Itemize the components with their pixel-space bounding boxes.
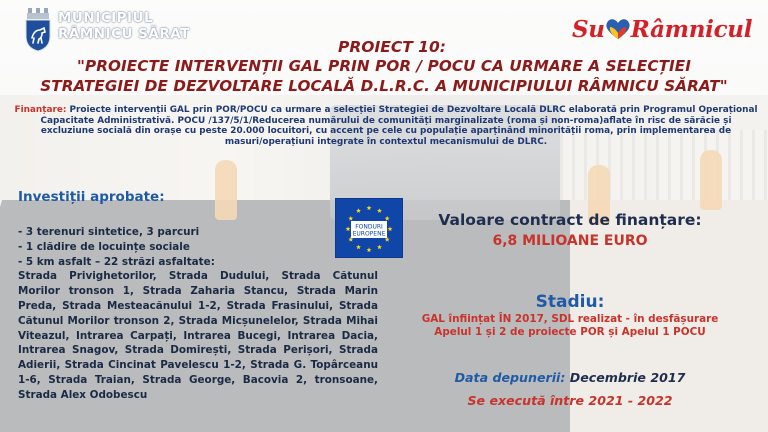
status-line2: Apelul 1 și 2 de proiecte POR și Apelul 1 POCU	[434, 326, 706, 338]
investment-item: - 3 terenuri sintetice, 3 parcuri	[18, 226, 200, 238]
submission-date	[400, 370, 740, 385]
city-name-line1: MUNICIPIUL	[58, 10, 154, 26]
financing-description	[14, 105, 758, 148]
contract-value-title: Valoare contract de finanțare:	[438, 211, 702, 229]
project-title-line2: STRATEGIEI DE DEZVOLTARE LOCALĂ D.L.R.C. A MUNICIPIULUI RÂMNICU SĂRAT"	[40, 77, 728, 95]
submission-label: Data depunerii:	[454, 370, 566, 385]
project-title-line1: "PROIECTE INTERVENȚII GAL PRIN POR / POCU CA URMARE A SELECȚIEI	[76, 57, 692, 75]
investment-item: - 1 clădire de locuințe sociale	[18, 240, 190, 253]
submission-value: Decembrie 2017	[565, 370, 686, 385]
city-name-line2: RÂMNICU SĂRAT	[58, 26, 190, 42]
eu-funds-logo	[335, 198, 403, 258]
financing-text: Proiecte intervenții GAL prin POR/POCU ca urmare a selecției Strategiei de Dezvoltare Locală DLRC elaborată prin Programul Operațional Capacitate Administrativă. POCU /137/5/1/Reducerea numărului de comunități marginalizate (roma și non-roma)aflate în risc de sărăcie și excluziune socială din orașe cu peste 20.000 locuitori, cu accent pe cele cu populație aparținând minorității roma, prin implementarea de masuri/operațiuni integrate în contextul mecanismului de DLRC.	[40, 105, 758, 148]
contract-value-amount: 6,8 MILIOANE EURO	[492, 233, 648, 249]
investments-list	[18, 225, 378, 403]
investment-item: - 5 km asfalt – 22 străzi asfaltate:	[18, 255, 215, 268]
brand-suffix: Râmnicul	[630, 16, 753, 43]
execution-period: Se execută între 2021 - 2022	[467, 393, 673, 408]
status-line1: GAL înființat ÎN 2017, SDL realizat - în desfășurare	[421, 313, 719, 325]
status-text	[380, 313, 760, 339]
project-number: PROIECT 10:	[338, 38, 446, 56]
eu-logo-line1: FONDURI	[355, 223, 383, 231]
streets-list: Strada Privighetorilor, Strada Dudului, Strada Cătunul Morilor tronson 1, Strada Zaharia Stancu, Strada Marin Preda, Strada Mesteacănului 1-2, Strada Frasinului, Strada Cătunul Morilor tronson 2, Strada Micșunelelor, Strada Mihai Viteazul, Intrarea Carpați, Intrarea Bucegi, Intrarea Dacia, Intrarea Snagov, Strada Domirești, Strada Perișori, Strada Adierii, Strada Cincinat Pavelescu 1-2, Strada G. Topârceanu 1-6, Strada Traian, Strada George, Bacovia 2, tronsoane, Strada Alex Odobescu	[18, 270, 378, 401]
status-title: Stadiu:	[535, 292, 605, 312]
investments-title: Investiții aprobate:	[18, 189, 165, 205]
brand-prefix: Su	[572, 16, 605, 43]
financing-label: Finanțare:	[14, 105, 67, 115]
eu-logo-line2: EUROPENE	[352, 230, 386, 238]
